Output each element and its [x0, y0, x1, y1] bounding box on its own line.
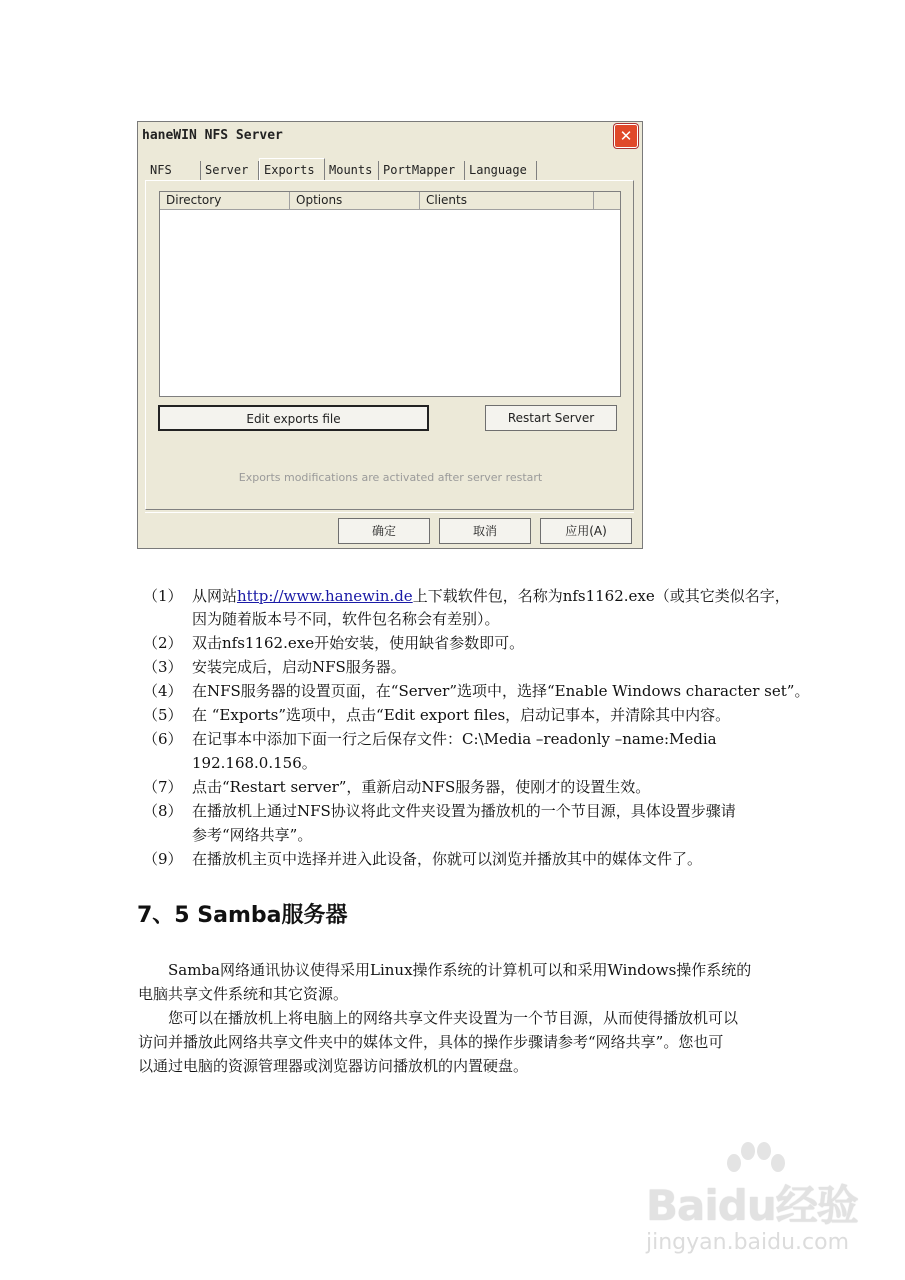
- watermark-url: jingyan.baidu.com: [646, 1230, 850, 1255]
- step-text: 在 “Exports”选项中，点击“Edit export files，启动记事本，并清除其中内容。: [192, 706, 731, 724]
- edit-exports-button[interactable]: Edit exports file: [158, 405, 429, 431]
- step-text: 在播放机上通过NFS协议将此文件夹设置为播放机的一个节目源，具体设置步骤请: [192, 802, 736, 820]
- paragraph-share-line-2: 访问并播放此网络共享文件夹中的媒体文件，具体的操作步骤请参考“网络共享”。您也可: [138, 1033, 724, 1051]
- tab-language[interactable]: Language: [465, 161, 537, 180]
- step-number: （9）: [143, 850, 183, 868]
- paragraph-samba-line-2: 电脑共享文件系统和其它资源。: [138, 985, 349, 1003]
- step-text: 因为随着版本号不同，软件包名称会有差别）。: [192, 610, 500, 628]
- restart-hint: Exports modifications are activated after server restart: [238, 471, 543, 484]
- column-directory[interactable]: Directory: [160, 192, 290, 210]
- step-text: 双击nfs1162.exe开始安装，使用缺省参数即可。: [192, 634, 525, 652]
- restart-server-button[interactable]: Restart Server: [485, 405, 617, 431]
- divider: [145, 512, 634, 513]
- section-title: 7、5 Samba服务器: [137, 903, 348, 928]
- step-text: 上下载软件包，名称为nfs1162.exe（或其它类似名字，: [412, 587, 790, 605]
- ok-button[interactable]: 确定: [338, 518, 430, 544]
- step-text: 在播放机主页中选择并进入此设备，你就可以浏览并播放其中的媒体文件了。: [192, 850, 703, 868]
- step-text: 安装完成后，启动NFS服务器。: [192, 658, 406, 676]
- tab-mounts[interactable]: Mounts: [325, 161, 379, 180]
- paragraph-samba-line-1: Samba网络通讯协议使得采用Linux操作系统的计算机可以和采用Windows操作系统的: [168, 961, 752, 979]
- step-number: （1）: [143, 587, 183, 605]
- paragraph-share-line-3: 以通过电脑的资源管理器或浏览器访问播放机的内置硬盘。: [138, 1057, 529, 1075]
- dialog-titlebar: [138, 122, 642, 150]
- step-number: （5）: [143, 706, 183, 724]
- list-header: [160, 192, 620, 210]
- step-text: 从网站: [192, 587, 238, 605]
- paragraph-share-line-1: 您可以在播放机上将电脑上的网络共享文件夹设置为一个节目源，从而使得播放机可以: [168, 1009, 739, 1027]
- step-number: （3）: [143, 658, 183, 676]
- step-number: （7）: [143, 778, 183, 796]
- column-clients[interactable]: Clients: [420, 192, 594, 210]
- tab-server[interactable]: Server: [201, 161, 259, 180]
- dialog-title: haneWIN NFS Server: [142, 128, 283, 143]
- apply-button[interactable]: 应用(A): [540, 518, 632, 544]
- baidu-jingyan-watermark: [640, 1135, 880, 1270]
- step-number: （2）: [143, 634, 183, 652]
- watermark-brand: Baidu经验: [646, 1181, 858, 1230]
- exports-panel: [145, 180, 634, 510]
- step-text: 在NFS服务器的设置页面，在“Server”选项中，选择“Enable Windows character set”。: [192, 682, 810, 700]
- step-text: 192.168.0.156。: [192, 754, 317, 772]
- tab-portmapper[interactable]: PortMapper: [379, 161, 465, 180]
- tab-nfs[interactable]: NFS: [146, 161, 201, 180]
- column-options[interactable]: Options: [290, 192, 420, 210]
- step-number: （4）: [143, 682, 183, 700]
- hanewin-link[interactable]: http://www.hanewin.de: [237, 587, 413, 605]
- tab-exports[interactable]: Exports: [259, 158, 325, 181]
- close-icon[interactable]: ✕: [614, 124, 638, 148]
- cancel-button[interactable]: 取消: [439, 518, 531, 544]
- step-number: （8）: [143, 802, 183, 820]
- exports-list[interactable]: [159, 191, 621, 397]
- step-text: 点击“Restart server”，重新启动NFS服务器，使刚才的设置生效。: [192, 778, 651, 796]
- step-text: 参考“网络共享”。: [192, 826, 313, 844]
- nfs-server-dialog: [137, 121, 643, 549]
- step-number: （6）: [143, 730, 183, 748]
- step-text: 在记事本中添加下面一行之后保存文件：C:\Media –readonly –name:Media: [192, 730, 717, 748]
